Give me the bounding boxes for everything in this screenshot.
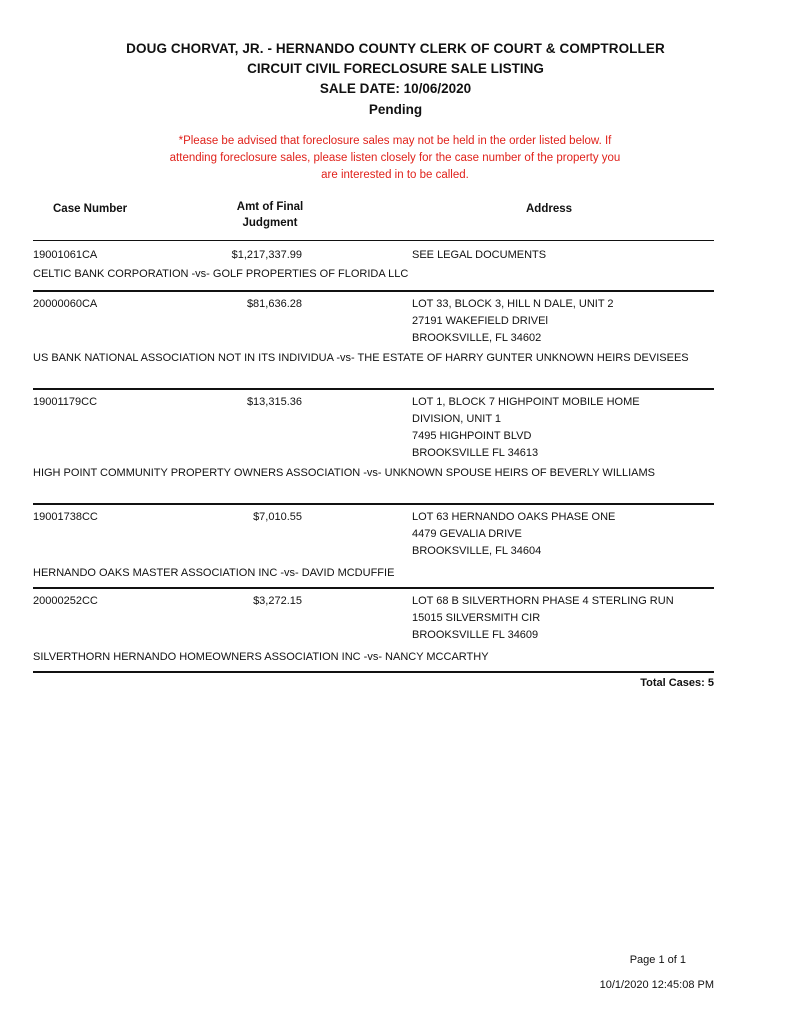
address-line: LOT 63 HERNANDO OAKS PHASE ONE: [412, 511, 616, 523]
address-line: 4479 GEVALIA DRIVE: [412, 528, 522, 540]
page-number: Page 1 of 1: [629, 954, 686, 966]
col-header-case-number: Case Number: [53, 203, 128, 215]
row-divider: [33, 671, 714, 673]
row-divider: [33, 587, 714, 589]
case-number: 20000060CA: [33, 298, 98, 310]
advisory-notice: *Please be advised that foreclosure sales may not be held in the order listed below. If attending foreclosure sales, please listen closely for the case number of the property you are interested in to be called.: [169, 135, 621, 181]
judgment-amount: $13,315.36: [246, 396, 302, 408]
case-parties: US BANK NATIONAL ASSOCIATION NOT IN ITS INDIVIDUA -vs- THE ESTATE OF HARRY GUNTER UNKNOWN HEIRS DEVISEES: [33, 352, 689, 364]
header-divider: [33, 240, 714, 241]
listing-title: CIRCUIT CIVIL FORECLOSURE SALE LISTING: [247, 61, 544, 76]
address-line: BROOKSVILLE, FL 34602: [412, 332, 542, 344]
address-line: BROOKSVILLE, FL 34604: [412, 545, 542, 557]
case-parties: CELTIC BANK CORPORATION -vs- GOLF PROPERTIES OF FLORIDA LLC: [33, 268, 409, 280]
case-parties: SILVERTHORN HERNANDO HOMEOWNERS ASSOCIATION INC -vs- NANCY MCCARTHY: [33, 651, 489, 663]
address-line: LOT 1, BLOCK 7 HIGHPOINT MOBILE HOME: [412, 396, 640, 408]
row-divider: [33, 290, 714, 292]
print-timestamp: 10/1/2020 12:45:08 PM: [599, 979, 714, 991]
case-number: 19001738CC: [33, 511, 98, 523]
judgment-amount: $1,217,337.99: [231, 249, 302, 261]
case-number: 20000252CC: [33, 595, 98, 607]
sale-date: SALE DATE: 10/06/2020: [319, 81, 472, 96]
judgment-amount: $3,272.15: [253, 595, 302, 607]
col-header-amount: [218, 199, 322, 231]
row-divider: [33, 388, 714, 390]
address-line: 15015 SILVERSMITH CIR: [412, 612, 541, 624]
case-number: 19001061CA: [33, 249, 98, 261]
address-line: BROOKSVILLE FL 34609: [412, 629, 539, 641]
address-line: 27191 WAKEFIELD DRIVEl: [412, 315, 548, 327]
col-header-amount-line1: Amt of Final: [236, 201, 304, 213]
judgment-amount: $81,636.28: [246, 298, 302, 310]
address-line: DIVISION, UNIT 1: [412, 413, 502, 425]
address-line: LOT 33, BLOCK 3, HILL N DALE, UNIT 2: [412, 298, 614, 310]
judgment-amount: $7,010.55: [253, 511, 302, 523]
col-header-amount-line2: Judgment: [242, 217, 298, 229]
address-line: 7495 HIGHPOINT BLVD: [412, 430, 532, 442]
address-line: SEE LEGAL DOCUMENTS: [412, 249, 547, 261]
case-parties: HERNANDO OAKS MASTER ASSOCIATION INC -vs- DAVID MCDUFFIE: [33, 567, 395, 579]
status-label: Pending: [368, 102, 423, 117]
address-line: LOT 68 B SILVERTHORN PHASE 4 STERLING RUN: [412, 595, 674, 607]
total-cases: Total Cases: 5: [640, 677, 714, 689]
clerk-title: DOUG CHORVAT, JR. - HERNANDO COUNTY CLERK OF COURT & COMPTROLLER: [126, 41, 665, 56]
case-parties: HIGH POINT COMMUNITY PROPERTY OWNERS ASSOCIATION -vs- UNKNOWN SPOUSE HEIRS OF BEVERLY WILLIAMS: [33, 467, 655, 479]
row-divider: [33, 503, 714, 505]
case-number: 19001179CC: [33, 396, 98, 408]
col-header-address: Address: [526, 203, 573, 215]
address-line: BROOKSVILLE FL 34613: [412, 447, 539, 459]
